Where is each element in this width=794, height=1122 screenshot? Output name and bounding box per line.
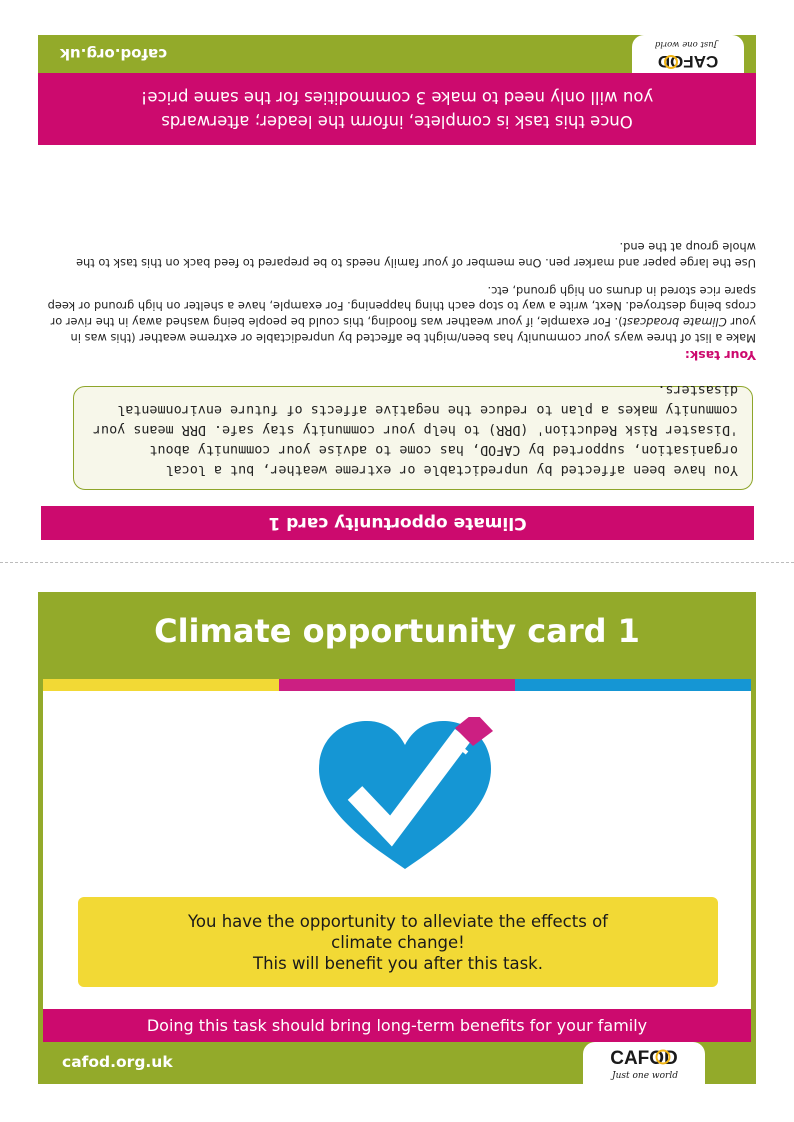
logo-tagline: Just one world — [654, 39, 718, 49]
opportunity-callout — [78, 897, 718, 987]
banner-line-2: you will only need to make 3 commodities for the same price! — [140, 88, 654, 107]
cafod-logo — [632, 35, 744, 73]
stripe-blue — [515, 679, 751, 691]
color-stripes — [43, 679, 751, 691]
top-card-title: Climate opportunity card 1 — [41, 506, 754, 540]
logo-wordmark: CAFOD — [657, 52, 719, 71]
task-paragraph-1 — [44, 282, 756, 345]
task-label: Your task: — [684, 348, 756, 363]
top-card-intro: You have been affected by unpredictable or extreme weather, but a local organisation, supported by CAFOD, has come to advise your community about 'Disaster Risk Reduction' (DRR) to help your community stay safe. DRR means your community makes a plan to reduce the negative affects of future environmental disasters. — [73, 386, 753, 490]
task-text-emphasis: Climate broadcast — [622, 315, 727, 330]
banner-line-1: Once this task is complete, inform the leader; afterwards — [161, 112, 633, 131]
card-title: Climate opportunity card 1 — [154, 612, 640, 650]
callout-line-1: You have the opportunity to alleviate the effects of — [188, 911, 608, 931]
task-text-a: Make a list of three ways your community has been/might be affected by unpredictable or extreme weather (this was in your — [70, 315, 756, 345]
task-paragraph-2: Use the large paper and marker pen. One member of your family needs to be prepared to feed back on this task to the whole group at the end. — [76, 240, 756, 270]
top-card-url: cafod.org.uk — [60, 45, 168, 63]
logo-wordmark: CAFOD — [610, 1048, 678, 1069]
top-card-upside-down — [38, 35, 756, 540]
task-instructions — [44, 226, 756, 345]
heart-check-icon — [315, 717, 495, 879]
cafod-logo — [583, 1042, 705, 1084]
bottom-card — [38, 592, 756, 1084]
top-cafod-logo — [632, 35, 744, 73]
card-panel — [43, 691, 751, 1009]
cut-line — [0, 562, 794, 563]
stripe-magenta — [279, 679, 515, 691]
callout-line-2: climate change! — [331, 932, 465, 952]
bottom-cafod-logo — [583, 1042, 705, 1084]
completion-banner — [38, 73, 756, 145]
logo-tagline: Just one world — [612, 1071, 678, 1081]
task-text-b: ). For example, if your weather was flooding, this could be people being washed away in the river or crops being destroyed. Next, write a way to stop each thing happening. For example, have a shelter on high ground or keep spare rice stored in drums on high ground, etc. — [47, 283, 756, 330]
callout-line-3: This will benefit you after this task. — [253, 953, 543, 973]
stripe-yellow — [43, 679, 279, 691]
benefit-banner: Doing this task should bring long-term benefits for your family — [43, 1009, 751, 1042]
card-url: cafod.org.uk — [62, 1053, 173, 1071]
